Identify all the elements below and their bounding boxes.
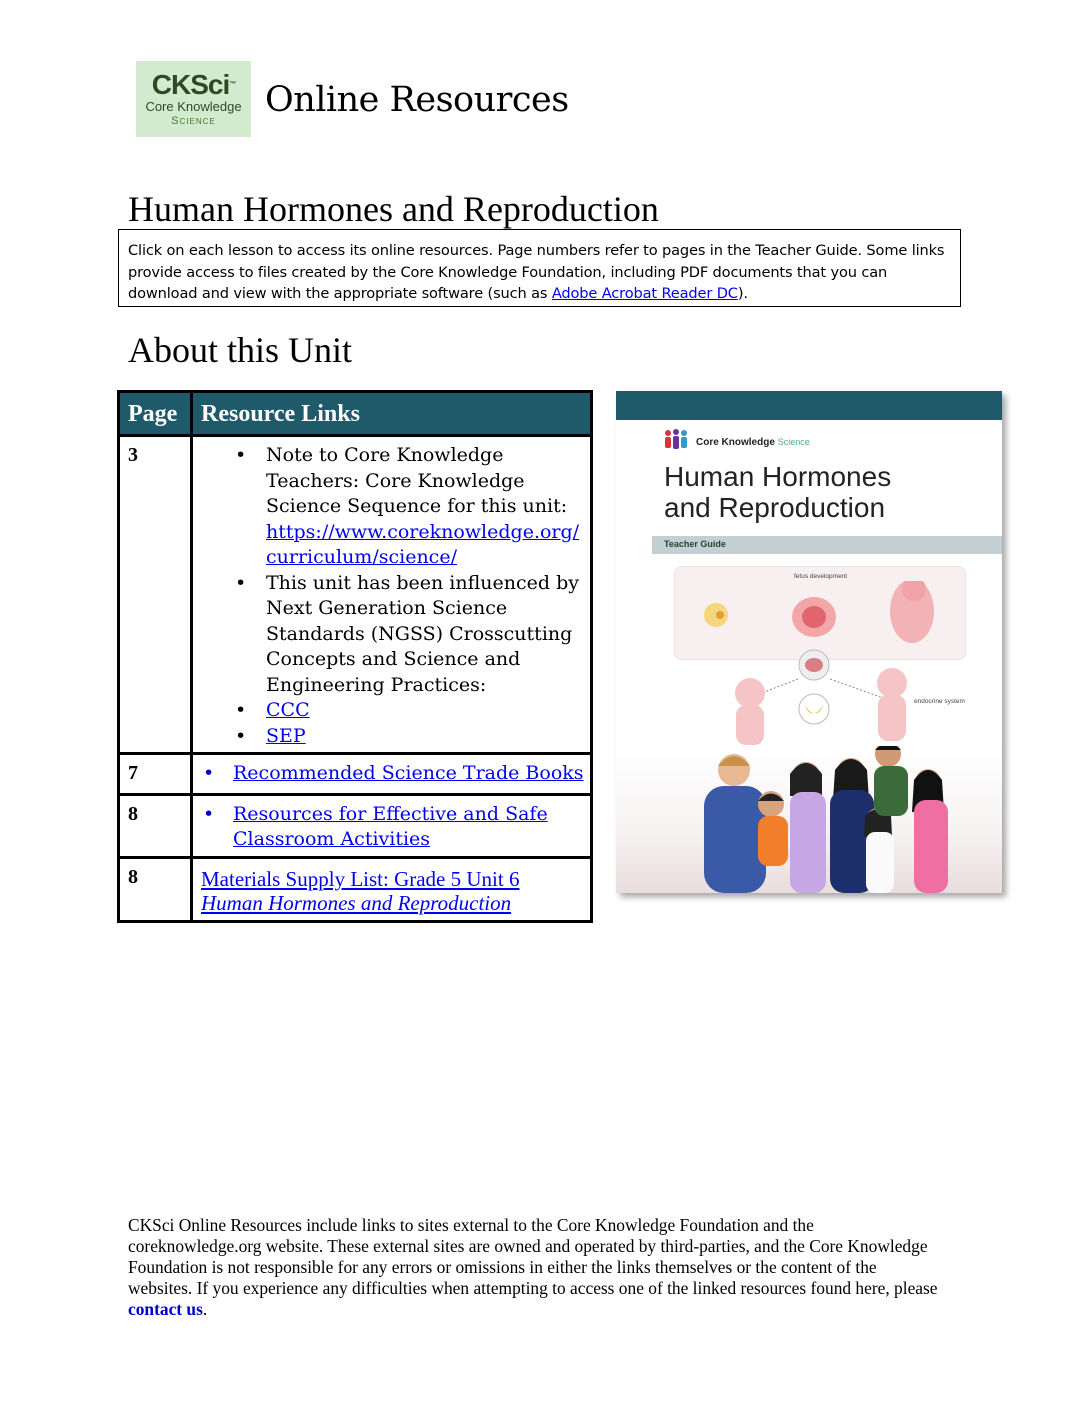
sep-link[interactable]: SEP <box>266 724 306 747</box>
ccc-link[interactable]: CCC <box>266 699 310 721</box>
cover-illustration <box>674 581 974 751</box>
about-heading: About this Unit <box>128 330 353 370</box>
fetus-label: fetus development <box>794 573 848 580</box>
resource-links-cell <box>192 794 592 857</box>
resource-links-cell <box>192 857 592 921</box>
footer-disclaimer <box>128 1215 943 1320</box>
family-photo-illustration <box>616 746 1002 893</box>
footer-text: CKSci Online Resources include links to sites external to the Core Knowledge Foundation and the coreknowledge.org website. These external sites are owned and operated by third-parties, and the Core Knowledge Foundation is not responsible for any errors or omissions in either the links themselves or the content of the websites. If you experience any difficulties when attempting to access one of the linked resources found here, please <box>128 1215 938 1298</box>
intro-box <box>118 229 961 307</box>
col-links-header: Resource Links <box>192 392 592 436</box>
ckscience-logo <box>136 61 251 137</box>
list-item <box>199 571 584 699</box>
table-header-row <box>119 392 592 436</box>
endocrine-label: endocrine system <box>914 698 965 705</box>
cover-brand-science: Science <box>777 437 810 447</box>
page-number: 8 <box>119 794 192 857</box>
resource-list <box>199 443 584 749</box>
contact-us-link[interactable]: contact us <box>128 1299 203 1319</box>
materials-list-link[interactable] <box>201 867 519 915</box>
online-resources-title: Online Resources <box>265 80 569 120</box>
table-row <box>119 436 592 754</box>
list-item <box>199 698 584 724</box>
footer-after: . <box>202 1299 208 1319</box>
logo-line2: Core Knowledge <box>145 98 242 114</box>
intro-text: Click on each lesson to access its online resources. Page numbers refer to pages in the Teacher Guide. Some links provide access to files created by the Core Knowledge Foundation, including PDF documents that you can download and view with the appropriate software (such as <box>128 242 945 302</box>
materials-line1: Materials Supply List: Grade 5 Unit 6 <box>201 866 520 891</box>
col-page-header: Page <box>119 392 192 436</box>
cover-title <box>664 461 891 523</box>
ngss-text: This unit has been influenced by Next Generation Science Standards (NGSS) Crosscutting Concepts and Science and Engineering Practices: <box>266 571 579 696</box>
list-item <box>199 761 584 787</box>
trade-books-link[interactable]: Recommended Science Trade Books <box>233 762 584 784</box>
logo-line1: CKSci <box>151 68 230 100</box>
resource-table <box>117 390 593 923</box>
cover-brand-name: Core Knowledge <box>696 437 775 448</box>
core-knowledge-people-icon <box>662 428 692 452</box>
cover-top-bar <box>616 391 1002 420</box>
list-item <box>199 724 584 750</box>
safe-classroom-link[interactable]: Resources for Effective and Safe Classroom Activities <box>233 802 548 850</box>
teacher-guide-cover-image <box>616 391 1002 893</box>
unit-title: Human Hormones and Reproduction <box>128 189 659 229</box>
note-text: Note to Core Knowledge Teachers: Core Knowledge Science Sequence for this unit: <box>266 444 568 517</box>
table-row <box>119 794 592 857</box>
intro-after: ). <box>737 285 748 302</box>
adobe-reader-link[interactable]: Adobe Acrobat Reader DC <box>551 285 738 302</box>
resource-links-cell <box>192 436 592 754</box>
table-row <box>119 857 592 921</box>
list-item <box>199 802 584 853</box>
cover-brand <box>696 437 810 448</box>
table-row <box>119 754 592 795</box>
cover-title-line1: Human Hormones <box>664 461 892 492</box>
page-number: 7 <box>119 754 192 795</box>
resource-links-cell <box>192 754 592 795</box>
list-item <box>199 443 584 571</box>
sequence-link[interactable]: https://www.coreknowledge.org/ curriculum/science/ <box>266 520 580 568</box>
logo-tm: ™ <box>229 80 236 88</box>
cover-title-line2: and Reproduction <box>664 492 886 523</box>
materials-line2: Human Hormones and Reproduction <box>201 890 512 915</box>
page-number: 8 <box>119 857 192 921</box>
page-number: 3 <box>119 436 192 754</box>
teacher-guide-label: Teacher Guide <box>664 539 726 549</box>
logo-line3: Science <box>171 114 216 127</box>
family-photo <box>616 746 1002 893</box>
